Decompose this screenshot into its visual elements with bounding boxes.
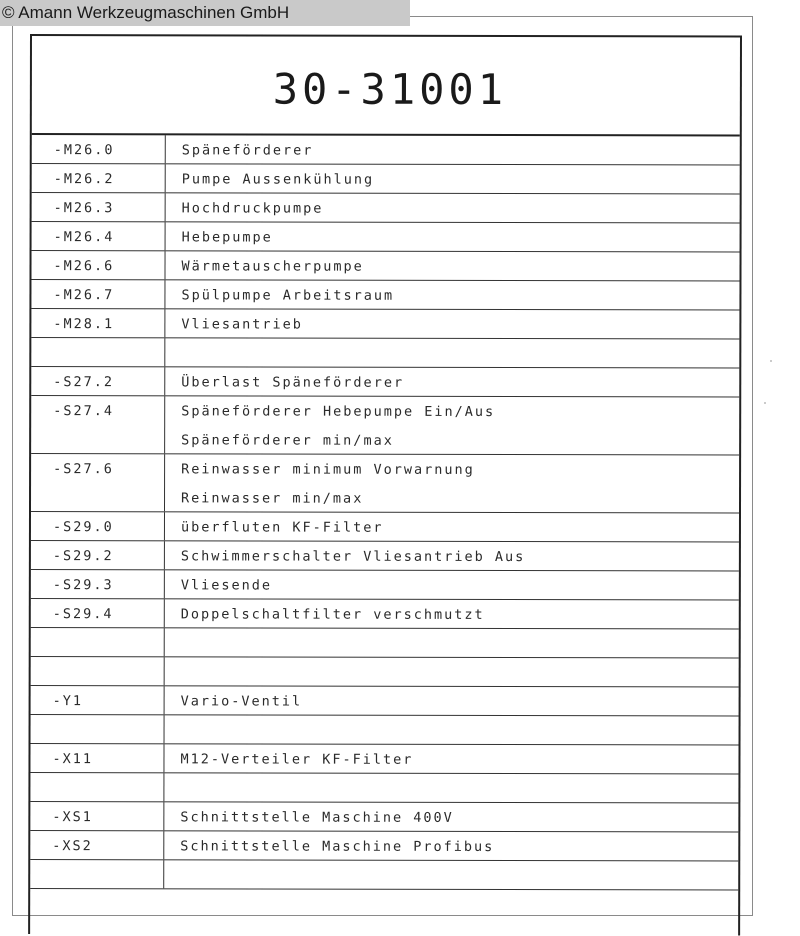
device-code: -M26.0 <box>32 135 166 163</box>
device-code: -M28.1 <box>31 309 165 337</box>
device-description <box>165 541 739 570</box>
table-row <box>31 599 739 629</box>
table-row <box>31 396 739 455</box>
description-line: Späneförderer min/max <box>181 432 394 449</box>
device-description <box>165 367 739 396</box>
device-code: -S27.6 <box>31 454 165 511</box>
device-code <box>31 657 165 685</box>
table-row <box>31 715 739 745</box>
device-code: -S29.2 <box>31 541 165 569</box>
device-description <box>165 280 739 309</box>
description-line: Schnittstelle Maschine 400V <box>180 809 454 826</box>
device-description <box>165 657 739 686</box>
device-description <box>165 512 739 541</box>
device-description <box>165 454 739 512</box>
device-code: -S27.2 <box>31 367 165 395</box>
device-code: -M26.3 <box>32 193 166 221</box>
device-code: -M26.4 <box>32 222 166 250</box>
device-description <box>165 715 739 744</box>
parts-list-sheet <box>28 34 742 935</box>
document-number: 30-31001 <box>272 64 508 114</box>
description-line: Schwimmerschalter Vliesantrieb Aus <box>180 548 526 566</box>
table-row <box>31 251 739 281</box>
table-row <box>30 773 738 803</box>
device-description <box>165 396 739 454</box>
table-row <box>31 541 739 571</box>
table-row <box>31 512 739 542</box>
table-row <box>30 802 738 832</box>
device-code: -S29.4 <box>31 599 165 627</box>
device-code: -XS2 <box>30 831 164 859</box>
device-code <box>30 773 164 801</box>
table-row <box>31 309 739 339</box>
description-line: überfluten KF-Filter <box>180 519 384 536</box>
device-code: -M26.6 <box>31 251 165 279</box>
table-row <box>31 280 739 310</box>
description-line: Doppelschaltfilter verschmutzt <box>180 606 485 623</box>
scan-speck <box>764 402 766 404</box>
copyright-watermark: © Amann Werkzeugmaschinen GmbH <box>0 0 410 26</box>
table-row <box>30 831 738 861</box>
device-code <box>31 715 165 743</box>
table-row <box>31 570 739 600</box>
device-code: -S29.0 <box>31 512 165 540</box>
device-description <box>166 222 740 251</box>
device-code <box>31 338 165 366</box>
device-description <box>166 135 740 164</box>
title-block <box>32 36 740 136</box>
description-line: Vliesantrieb <box>181 316 303 333</box>
description-line: Reinwasser min/max <box>181 490 364 507</box>
device-description <box>164 802 738 831</box>
device-description <box>166 193 740 222</box>
description-line: Späneförderer Hebepumpe Ein/Aus <box>181 403 496 420</box>
device-description <box>164 744 738 773</box>
description-line: Späneförderer <box>181 142 314 159</box>
description-line: Reinwasser minimum Vorwarnung <box>181 461 475 478</box>
table-row <box>30 744 738 774</box>
description-line: Pumpe Aussenkühlung <box>181 171 375 188</box>
device-code <box>31 628 165 656</box>
device-description <box>165 570 739 599</box>
device-code <box>30 860 164 888</box>
description-line: Wärmetauscherpumpe <box>181 258 364 275</box>
table-row <box>31 628 739 658</box>
device-code: -XS1 <box>30 802 164 830</box>
description-line: Hebepumpe <box>181 229 273 246</box>
device-description <box>165 251 739 280</box>
device-description <box>164 773 738 802</box>
device-code: -S29.3 <box>31 570 165 598</box>
table-row <box>32 193 740 223</box>
table-row <box>32 135 740 165</box>
description-line: Vliesende <box>180 577 273 594</box>
description-line: Hochdruckpumpe <box>181 200 324 217</box>
scan-speck <box>770 360 772 362</box>
device-code: -M26.7 <box>31 280 165 308</box>
parts-table <box>30 135 740 890</box>
table-row <box>31 686 739 716</box>
device-code: -Y1 <box>31 686 165 714</box>
device-description <box>165 338 739 367</box>
device-description <box>165 599 739 628</box>
table-row <box>32 164 740 194</box>
device-description <box>165 628 739 657</box>
description-line: Überlast Späneförderer <box>181 374 405 391</box>
table-row <box>31 367 739 397</box>
device-description <box>165 309 739 338</box>
description-line: Vario-Ventil <box>180 693 303 710</box>
device-description <box>164 831 738 860</box>
description-line: Spülpumpe Arbeitsraum <box>181 287 395 304</box>
description-line: M12-Verteiler KF-Filter <box>180 751 414 768</box>
device-description <box>164 860 738 889</box>
device-code: -M26.2 <box>32 164 166 192</box>
device-code: -S27.4 <box>31 396 165 453</box>
device-description <box>166 164 740 193</box>
description-line <box>180 867 738 897</box>
table-row <box>31 454 739 513</box>
device-description <box>165 686 739 715</box>
table-row <box>30 860 738 890</box>
description-line: Schnittstelle Maschine Profibus <box>180 838 495 855</box>
table-row <box>32 222 740 252</box>
device-code: -X11 <box>30 744 164 772</box>
table-row <box>31 338 739 368</box>
table-row <box>31 657 739 687</box>
